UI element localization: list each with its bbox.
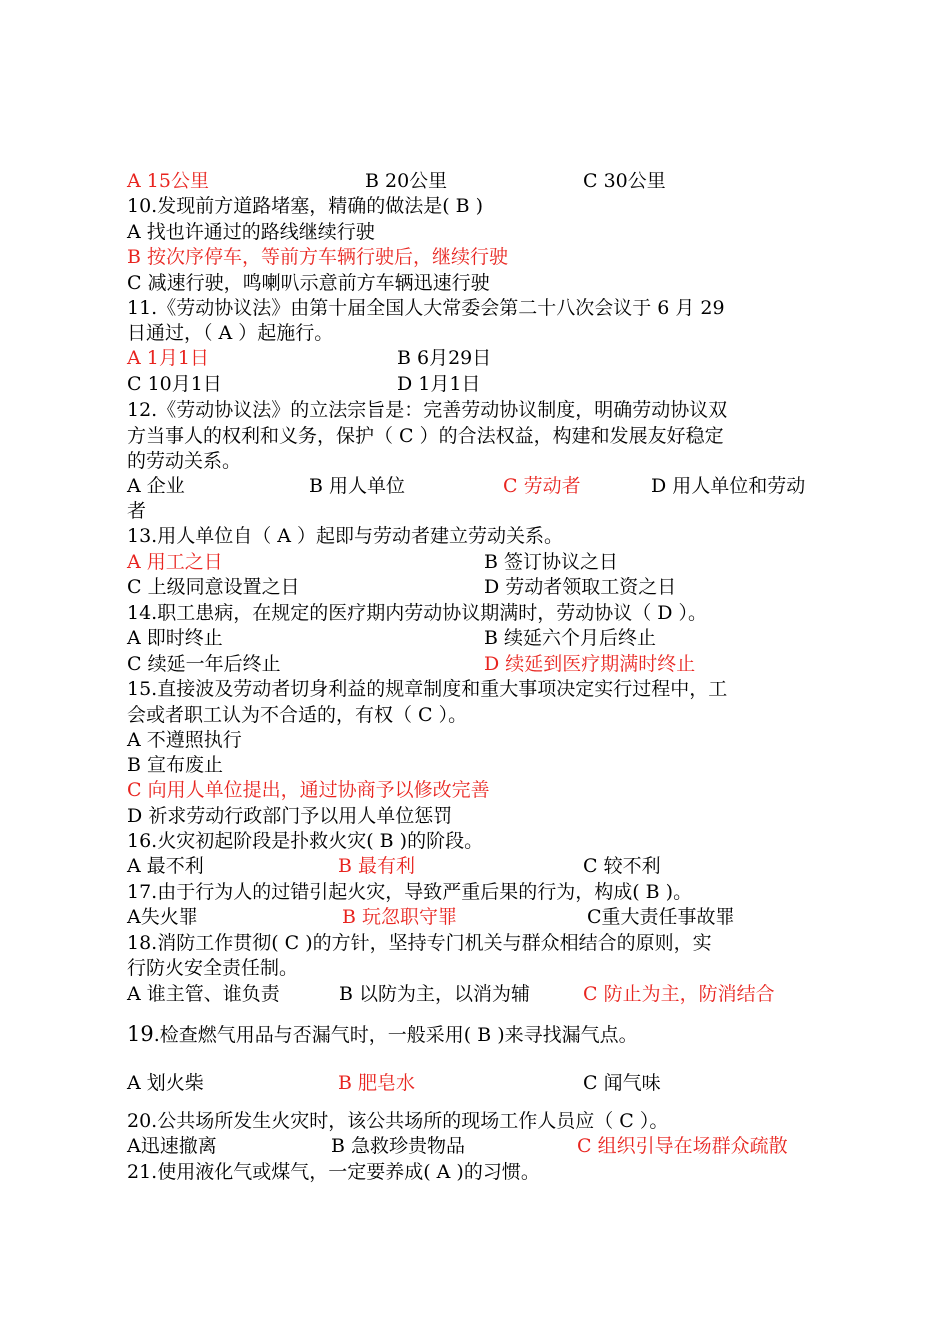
q18-option-b: B 以防为主，以消为辅 <box>339 983 531 1005</box>
q11-options-row-2 <box>127 372 847 397</box>
q15-option-d: D 祈求劳动行政部门予以用人单位惩罚 <box>127 805 453 827</box>
q11-stem-line-1: 11.《劳动协议法》由第十届全国人大常委会第二十八次会议于 6 月 29 <box>127 297 725 319</box>
q15-option-a: A 不遵照执行 <box>127 729 242 751</box>
q18-options <box>127 982 847 1007</box>
q19-option-c: C 闻气味 <box>583 1072 661 1094</box>
q13-option-b: B 签订协议之日 <box>484 551 619 573</box>
q10-option-c: C 减速行驶，鸣喇叭示意前方车辆迅速行驶 <box>127 272 490 294</box>
q12-stem-line-2: 方当事人的权利和义务，保护（ C ）的合法权益，构建和发展友好稳定 <box>127 425 724 447</box>
q12-stem-line-3: 的劳动关系。 <box>127 450 242 472</box>
q18-stem-line-1: 18.消防工作贯彻( C )的方针，坚持专门机关与群众相结合的原则，实 <box>127 932 712 954</box>
q10-stem: 10.发现前方道路堵塞，精确的做法是( B ) <box>127 195 484 217</box>
q9-option-a: A 15公里 <box>127 170 209 192</box>
q16-option-a: A 最不利 <box>127 855 204 877</box>
q12-option-b: B 用人单位 <box>309 475 406 497</box>
q17-option-a: A失火罪 <box>127 906 198 928</box>
q12-option-d-continued: 者 <box>127 500 147 522</box>
q14-option-d: D 续延到医疗期满时终止 <box>484 653 696 675</box>
q15-option-b: B 宣布废止 <box>127 754 224 776</box>
q18-stem-line-2: 行防火安全责任制。 <box>127 957 299 979</box>
q14-options-row-1 <box>127 626 847 651</box>
q18-option-c: C 防止为主，防消结合 <box>583 983 775 1005</box>
q20-option-a: A迅速撤离 <box>127 1135 217 1157</box>
q11-stem-line-2: 日通过，（ A ）起施行。 <box>127 322 334 344</box>
q16-option-c: C 较不利 <box>583 855 661 877</box>
q17-options <box>127 905 847 930</box>
q20-stem: 20.公共场所发生火灾时，该公共场所的现场工作人员应（ C ）。 <box>127 1110 669 1132</box>
q10-option-a: A 找也许通过的路线继续行驶 <box>127 221 375 243</box>
q11-options-row-1 <box>127 346 847 371</box>
q17-option-b: B 玩忽职守罪 <box>342 906 458 928</box>
q21-stem: 21.使用液化气或煤气，一定要养成( A )的习惯。 <box>127 1161 540 1183</box>
q13-option-c: C 上级同意设置之日 <box>127 576 300 598</box>
q20-option-c: C 组织引导在场群众疏散 <box>577 1135 788 1157</box>
q19-stem-text: .检查燃气用品与否漏气时，一般采用( B )来寻找漏气点。 <box>153 1024 638 1046</box>
q12-option-d: D 用人单位和劳动 <box>651 475 806 497</box>
q15-stem-line-2: 会或者职工认为不合适的，有权（ C ）。 <box>127 704 468 726</box>
q19-number: 19 <box>127 1022 154 1046</box>
q13-options-row-1 <box>127 550 847 575</box>
q12-option-a: A 企业 <box>127 475 185 497</box>
q11-option-b: B 6月29日 <box>397 347 492 369</box>
q9-option-c: C 30公里 <box>583 170 666 192</box>
q16-option-b: B 最有利 <box>338 855 416 877</box>
q19-options <box>127 1071 847 1096</box>
q12-stem-line-1: 12.《劳动协议法》的立法宗旨是：完善劳动协议制度，明确劳动协议双 <box>127 399 728 421</box>
q14-option-c: C 续延一年后终止 <box>127 653 281 675</box>
q16-options <box>127 854 847 879</box>
q13-stem: 13.用人单位自（ A ）起即与劳动者建立劳动关系。 <box>127 525 564 547</box>
q17-stem: 17.由于行为人的过错引起火灾，导致严重后果的行为，构成( B )。 <box>127 881 693 903</box>
q19-stem <box>127 1020 847 1048</box>
q20-options <box>127 1134 847 1159</box>
q11-option-c: C 10月1日 <box>127 373 222 395</box>
q14-stem: 14.职工患病，在规定的医疗期内劳动协议期满时，劳动协议（ D ）。 <box>127 602 708 624</box>
q14-option-b: B 续延六个月后终止 <box>484 627 657 649</box>
q9-option-b: B 20公里 <box>365 170 448 192</box>
q15-stem-line-1: 15.直接波及劳动者切身利益的规章制度和重大事项决定实行过程中，工 <box>127 678 728 700</box>
q18-option-a: A 谁主管、谁负责 <box>127 983 280 1005</box>
q13-option-d: D 劳动者领取工资之日 <box>484 576 677 598</box>
q12-option-c: C 劳动者 <box>503 475 581 497</box>
q13-options-row-2 <box>127 575 847 600</box>
q19-option-a: A 划火柴 <box>127 1072 204 1094</box>
q20-option-b: B 急救珍贵物品 <box>331 1135 466 1157</box>
q15-option-c: C 向用人单位提出，通过协商予以修改完善 <box>127 779 490 801</box>
q11-option-a: A 1月1日 <box>127 347 209 369</box>
q13-option-a: A 用工之日 <box>127 551 223 573</box>
q14-option-a: A 即时终止 <box>127 627 223 649</box>
q9-options <box>127 169 847 194</box>
q17-option-c: C重大责任事故罪 <box>587 906 735 928</box>
q11-option-d: D 1月1日 <box>397 373 481 395</box>
q14-options-row-2 <box>127 652 847 677</box>
q10-option-b: B 按次序停车，等前方车辆行驶后，继续行驶 <box>127 246 509 268</box>
q12-options <box>127 474 847 499</box>
q19-option-b: B 肥皂水 <box>338 1072 416 1094</box>
q16-stem: 16.火灾初起阶段是扑救火灾( B )的阶段。 <box>127 830 484 852</box>
